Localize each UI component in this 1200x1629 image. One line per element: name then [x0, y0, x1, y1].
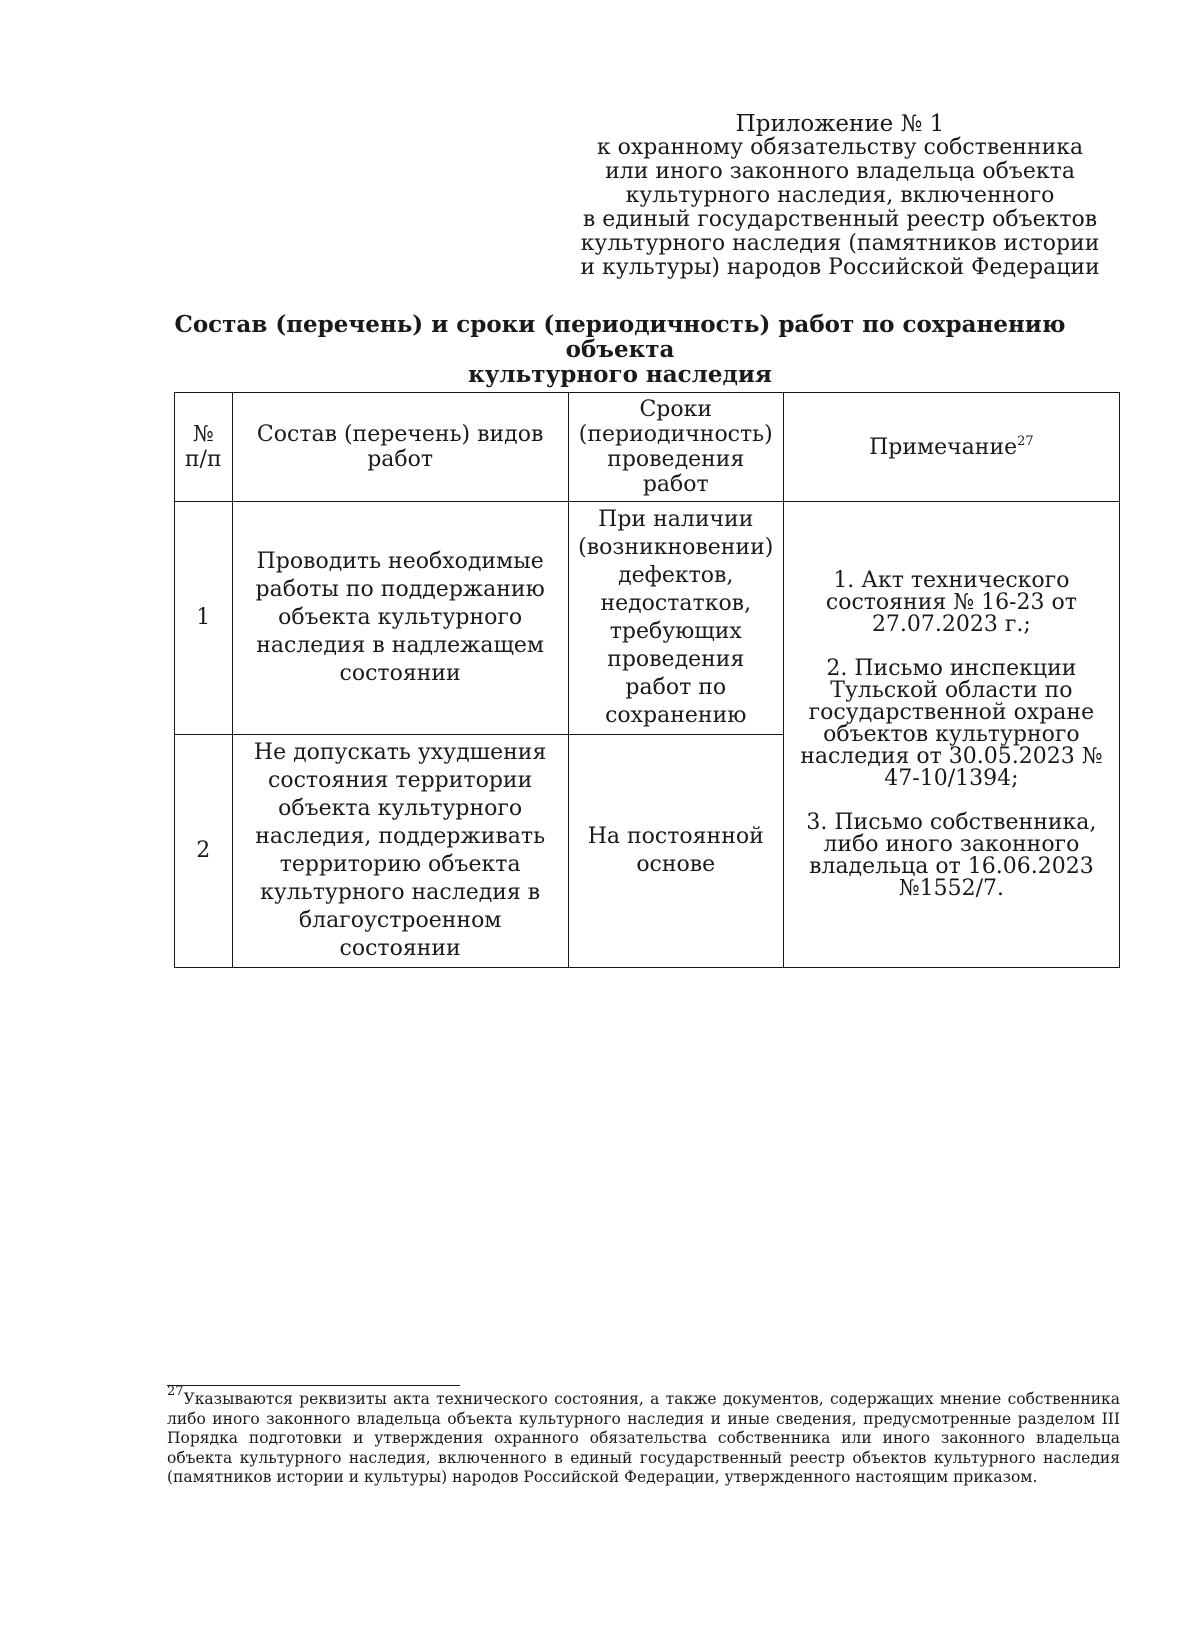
note-item: 1. Акт технического состояния № 16-23 от 27.07.2023 г.; [825, 567, 1077, 637]
footnote-number: 27 [167, 1384, 184, 1399]
row-num: 2 [175, 735, 233, 968]
footnote [167, 1384, 1120, 1488]
footnote-divider [167, 1385, 460, 1386]
appendix-heading [560, 112, 1120, 280]
appendix-line: и культуры) народов Российской Федерации [580, 255, 1100, 280]
footnote-text: Указываются реквизиты акта технического состояния, а также документов, содержащих мнение собственника либо иного законного владельца объекта культурного наследия и иные сведения, предусмотренные разделом III Порядка подготовки и утверждения охранного обязательства собственника или иного законного владельца объекта культурного наследия, включенного в единый государственный реестр объектов культурного наследия (памятников истории и культуры) народов Российской Федерации, утвержденного настоящим приказом. [167, 1390, 1120, 1486]
table-header-row [175, 393, 1120, 502]
header-works: Состав (перечень) видов работ [232, 393, 568, 502]
works-table [174, 392, 1120, 968]
title-line: Состав (перечень) и сроки (периодичность) работ по сохранению объекта [174, 311, 1066, 363]
title-line: культурного наследия [468, 361, 772, 388]
row-works: Проводить необходимые работы по поддержанию объекта культурного наследия в надлежащем состоянии [232, 502, 568, 735]
notes-cell [783, 502, 1119, 968]
header-note-label: Примечание [869, 434, 1018, 460]
footnote-ref: 27 [1017, 433, 1034, 449]
appendix-number: Приложение № 1 [735, 111, 945, 137]
row-terms: При наличии (возникновении) дефектов, недостатков, требующих проведения работ по сохранению [568, 502, 783, 735]
table-row [175, 502, 1120, 735]
header-note [783, 393, 1119, 502]
note-item: 2. Письмо инспекции Тульской области по государственной охране объектов культурного наследия от 30.05.2023 № 47-10/1394; [800, 655, 1103, 791]
row-works: Не допускать ухудшения состояния территории объекта культурного наследия, поддерживать территорию объекта культурного наследия в благоустроенном состоянии [232, 735, 568, 968]
appendix-line: в единый государственный реестр объектов [582, 207, 1098, 232]
row-terms: На постоянной основе [568, 735, 783, 968]
header-num: № п/п [175, 393, 233, 502]
document-title [150, 312, 1090, 387]
appendix-line: или иного законного владельца объекта [605, 159, 1075, 184]
appendix-line: к охранному обязательству собственника [596, 135, 1084, 160]
appendix-line: культурного наследия (памятников истории [580, 231, 1100, 256]
header-terms: Сроки (периодичность) проведения работ [568, 393, 783, 502]
note-item: 3. Письмо собственника, либо иного законного владельца от 16.06.2023 №1552/7. [806, 809, 1097, 901]
appendix-line: культурного наследия, включенного [625, 183, 1055, 208]
row-num: 1 [175, 502, 233, 735]
